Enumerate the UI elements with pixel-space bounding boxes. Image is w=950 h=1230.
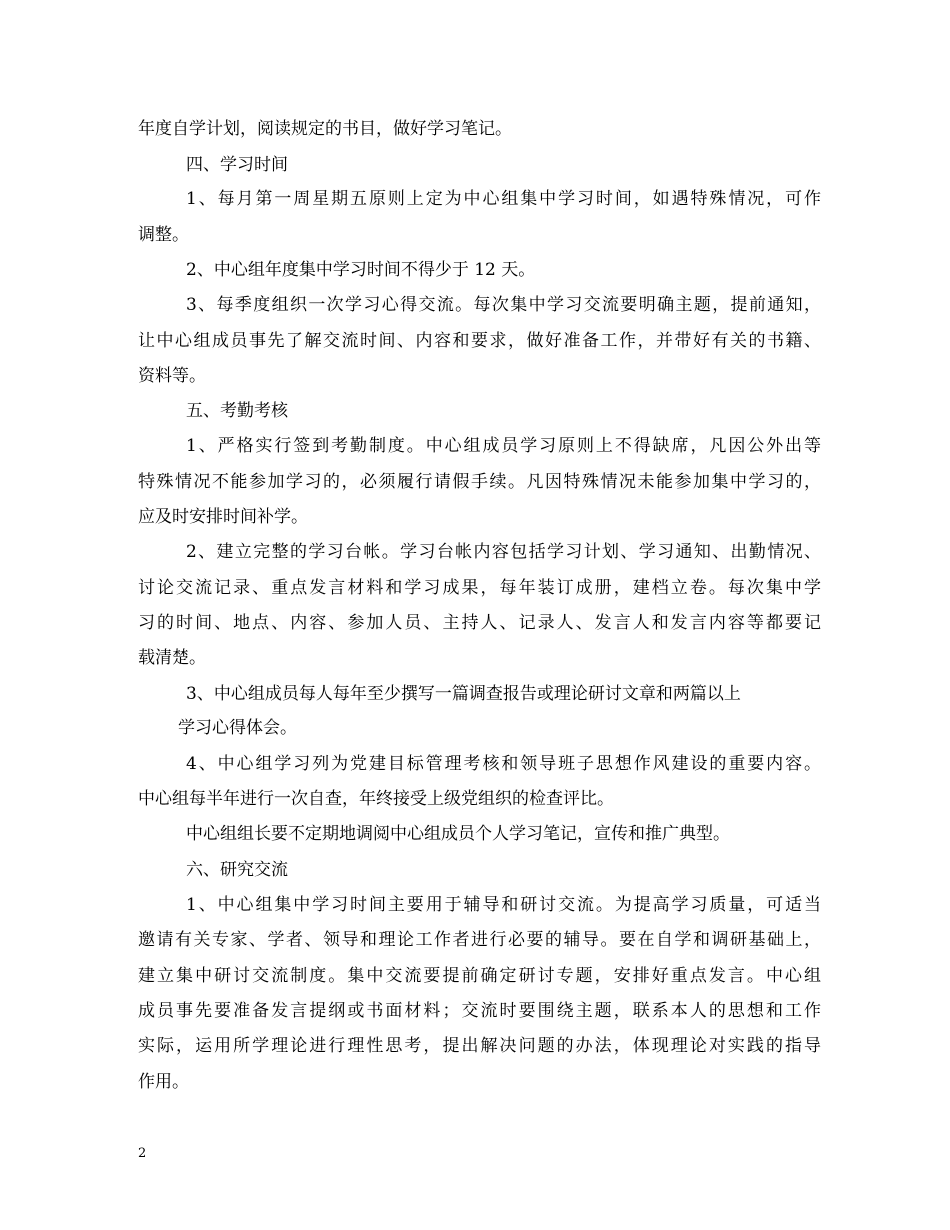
section-heading-study-time: 四、学习时间 [186,155,288,175]
text-line: 年度自学计划，阅读规定的书目，做好学习笔记。 [138,119,512,139]
text-line: 邀请有关专家、学者、领导和理论工作者进行必要的辅导。要在自学和调研基础上， [138,930,821,950]
text-line: 载清楚。 [138,648,206,668]
text-line: 2、中心组年度集中学习时间不得少于 12 天。 [186,260,536,280]
text-line: 1、中心组集中学习时间主要用于辅导和研讨交流。为提高学习质量，可适当 [186,895,821,915]
text-line: 实际，运用所学理论进行理性思考，提出解决问题的办法，体现理论对实践的指导 [138,1036,821,1056]
text-line: 特殊情况不能参加学习的，必须履行请假手续。凡因特殊情况未能参加集中学习的， [138,472,821,492]
text-line: 1、每月第一周星期五原则上定为中心组集中学习时间，如遇特殊情况，可作 [186,189,821,209]
text-line: 3、每季度组织一次学习心得交流。每次集中学习交流要明确主题，提前通知， [186,295,821,315]
text-line: 2、建立完整的学习台帐。学习台帐内容包括学习计划、学习通知、出勤情况、 [186,542,821,562]
text-line: 4、中心组学习列为党建目标管理考核和领导班子思想作风建设的重要内容。 [186,754,821,774]
text-line: 资料等。 [138,366,206,386]
section-heading-attendance: 五、考勤考核 [186,401,288,421]
text-line: 中心组每半年进行一次自查，年终接受上级党组织的检查评比。 [138,789,614,809]
text-line: 建立集中研讨交流制度。集中交流要提前确定研讨专题，安排好重点发言。中心组 [138,966,821,986]
text-line: 中心组组长要不定期地调阅中心组成员个人学习笔记，宣传和推广典型。 [186,824,730,844]
text-line: 习的时间、地点、内容、参加人员、主持人、记录人、发言人和发言内容等都要记 [138,613,821,633]
text-line: 1、严格实行签到考勤制度。中心组成员学习原则上不得缺席，凡因公外出等 [186,436,821,456]
text-line: 讨论交流记录、重点发言材料和学习成果，每年装订成册，建档立卷。每次集中学 [138,578,821,598]
page-number: 2 [138,1146,147,1161]
section-heading-research-exchange: 六、研究交流 [186,860,288,880]
text-line: 成员事先要准备发言提纲或书面材料；交流时要围绕主题，联系本人的思想和工作 [138,1001,821,1021]
text-line: 让中心组成员事先了解交流时间、内容和要求，做好准备工作，并带好有关的书籍、 [138,331,821,351]
text-line: 作用。 [138,1072,189,1092]
text-line: 3、中心组成员每人每年至少撰写一篇调查报告或理论研讨文章和两篇以上 [186,684,741,704]
text-line: 应及时安排时间补学。 [138,507,308,527]
text-line: 学习心得体会。 [178,718,297,738]
text-line: 调整。 [138,225,189,245]
